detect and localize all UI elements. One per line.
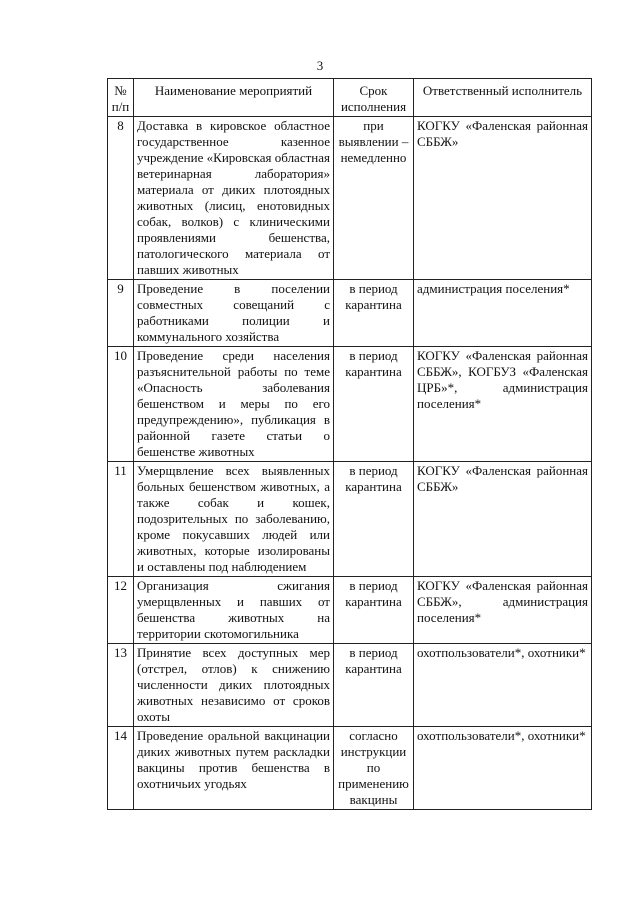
- row-responsible: КОГКУ «Фаленская районная СББЖ»: [414, 117, 592, 280]
- row-term: согласно инструкции по применению вакцины: [334, 727, 414, 810]
- row-number: 14: [108, 727, 134, 810]
- page-number: 3: [316, 58, 324, 73]
- row-responsible: КОГКУ «Фаленская районная СББЖ»: [414, 462, 592, 577]
- row-number: 11: [108, 462, 134, 577]
- table-row: [108, 577, 592, 644]
- row-term: при выявлении – немедленно: [334, 117, 414, 280]
- header-name: Наименование мероприятий: [134, 79, 334, 117]
- header-responsible: Ответственный исполнитель: [414, 79, 592, 117]
- table-row: [108, 727, 592, 810]
- row-term: в период карантина: [334, 347, 414, 462]
- row-responsible: охотпользователи*, охотники*: [414, 644, 592, 727]
- row-measure: Проведение оральной вакцинации диких животных путем раскладки вакцины против бешенства в охотничьих угодьях: [134, 727, 334, 810]
- row-measure: Принятие всех доступных мер (отстрел, отлов) к снижению численности диких плотоядных животных независимо от сроков охоты: [134, 644, 334, 727]
- row-term: в период карантина: [334, 644, 414, 727]
- row-measure: Проведение в поселении совместных совещаний с работниками полиции и коммунального хозяйства: [134, 280, 334, 347]
- row-measure: Организация сжигания умерщвленных и павших от бешенства животных на территории скотомогильника: [134, 577, 334, 644]
- row-responsible: охотпользователи*, охотники*: [414, 727, 592, 810]
- table-row: [108, 644, 592, 727]
- row-term: в период карантина: [334, 462, 414, 577]
- table-header-row: [108, 79, 592, 117]
- table-row: [108, 280, 592, 347]
- row-responsible: КОГКУ «Фаленская районная СББЖ», администрация поселения*: [414, 577, 592, 644]
- row-number: 13: [108, 644, 134, 727]
- row-term: в период карантина: [334, 280, 414, 347]
- row-measure: Доставка в кировское областное государственное казенное учреждение «Кировская областная ветеринарная лаборатория» материала от диких плотоядных животных (лисиц, енотовидных собак, волков) с клиническими проявлениями бешенства, патологического материала от павших животных: [134, 117, 334, 280]
- table-row: [108, 462, 592, 577]
- row-number: 10: [108, 347, 134, 462]
- table-row: [108, 117, 592, 280]
- row-responsible: КОГКУ «Фаленская районная СББЖ», КОГБУЗ «Фаленская ЦРБ»*, администрация поселения*: [414, 347, 592, 462]
- row-number: 8: [108, 117, 134, 280]
- row-responsible: администрация поселения*: [414, 280, 592, 347]
- table-row: [108, 347, 592, 462]
- measures-table: [107, 78, 592, 810]
- row-number: 12: [108, 577, 134, 644]
- row-measure: Умерщвление всех выявленных больных бешенством животных, а также собак и кошек, подозрительных по заболеванию, кроме покусавших людей или животных, которые изолированы и оставлены под наблюдением: [134, 462, 334, 577]
- header-term: Срок исполнения: [334, 79, 414, 117]
- row-measure: Проведение среди населения разъяснительной работы по теме «Опасность заболевания бешенством и меры по его предупреждению», публикация в районной газете статьи о бешенстве животных: [134, 347, 334, 462]
- row-number: 9: [108, 280, 134, 347]
- header-number: № п/п: [108, 79, 134, 117]
- row-term: в период карантина: [334, 577, 414, 644]
